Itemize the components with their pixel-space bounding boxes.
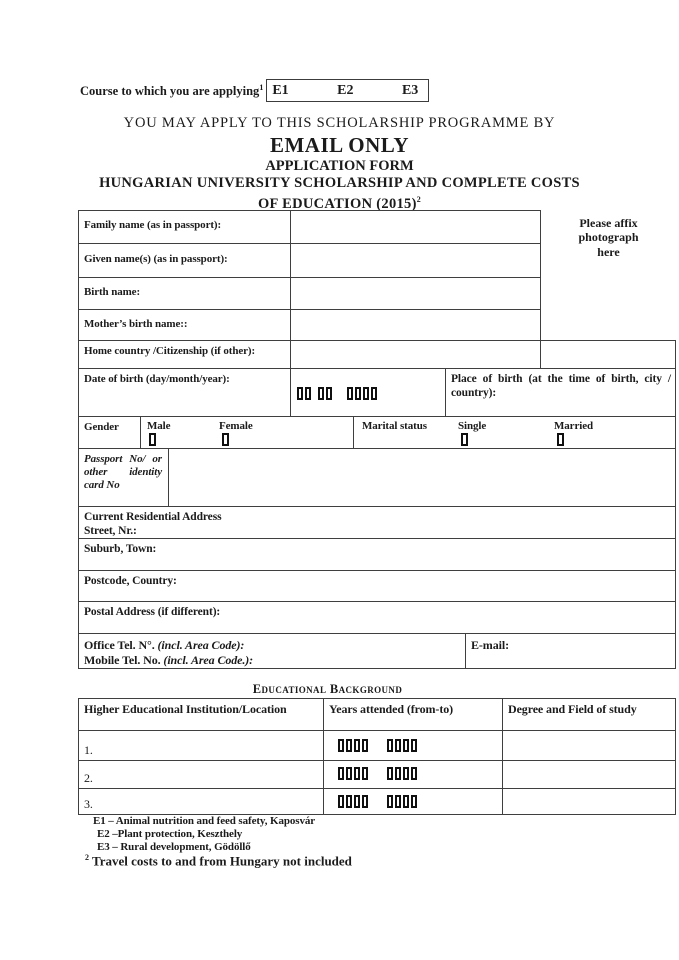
digit-box [346,739,352,752]
edu-row2-number[interactable]: 2. [78,760,323,788]
edu-col-years: Years attended (from-to) [323,698,502,730]
birth-name-label: Birth name: [78,277,290,309]
female-checkbox[interactable] [222,433,229,446]
digit-box-group [387,739,419,752]
edu-row1-number[interactable]: 1. [78,730,323,760]
street-label: Street, Nr.: [84,524,137,537]
digit-box [363,387,369,400]
edu-row1-years-boxes[interactable] [323,730,502,760]
digit-box [411,739,417,752]
photo-area [540,210,675,340]
digit-box [395,739,401,752]
digit-box [362,739,368,752]
footnote-e1: E1 – Animal nutrition and feed safety, Kaposvár [93,815,316,827]
digit-box [371,387,377,400]
digit-box [362,795,368,808]
given-names-label: Given name(s) (as in passport): [78,243,290,277]
programme-title-line1: HUNGARIAN UNIVERSITY SCHOLARSHIP AND COMPLETE COSTS [99,175,580,191]
digit-box [411,767,417,780]
digit-box-group [338,739,370,752]
family-name-input[interactable] [290,210,540,243]
email-only-title: EMAIL ONLY [269,133,409,157]
digit-box [403,767,409,780]
family-name-label: Family name (as in passport): [78,210,290,243]
phone-cell[interactable] [78,633,465,669]
digit-box [338,795,344,808]
male-checkbox[interactable] [149,433,156,446]
given-names-input[interactable] [290,243,540,277]
home-country-input[interactable] [290,340,540,368]
home-country-label: Home country /Citizenship (if other): [78,340,290,368]
edu-col-degree: Degree and Field of study [502,698,676,730]
married-checkbox[interactable] [557,433,564,446]
digit-box [395,795,401,808]
digit-box [326,387,332,400]
single-checkbox[interactable] [461,433,468,446]
digit-box [403,795,409,808]
footnote-travel-text: Travel costs to and from Hungary not included [92,853,352,869]
home-country-extra-input[interactable] [540,340,676,368]
course-label-text: Course to which you are applying [80,84,260,99]
digit-box [318,387,324,400]
digit-box [362,767,368,780]
postcode-cell[interactable] [78,570,676,601]
programme-footnote-ref: 2 [416,194,422,204]
digit-box [387,739,393,752]
edu-col-institution: Higher Educational Institution/Location [78,698,323,730]
office-tel-note: (incl. Area Code): [157,638,245,652]
passport-input[interactable] [168,448,676,506]
digit-box [395,767,401,780]
marital-status-cell [353,416,676,448]
digit-box [354,795,360,808]
digit-box-group [387,795,419,808]
digit-box [346,767,352,780]
gender-options-cell [140,416,353,448]
email-cell[interactable] [465,633,676,669]
marital-status-label: Marital status [362,420,427,432]
mobile-tel-note: (incl. Area Code.): [163,653,254,667]
edu-row2-years-boxes[interactable] [323,760,502,788]
male-label: Male [147,420,171,432]
digit-box [387,767,393,780]
digit-box [403,739,409,752]
footnote-e2: E2 –Plant protection, Keszthely [97,828,243,840]
current-address-label: Current Residential Address [84,511,222,523]
course-option-e1[interactable]: E1 [272,82,289,98]
edu-row3-years-boxes[interactable] [323,788,502,815]
digit-box [354,767,360,780]
digit-box-group [347,387,379,400]
postal-address-label: Postal Address (if different): [84,606,221,618]
apply-method-line: YOU MAY APPLY TO THIS SCHOLARSHIP PROGRAMME BY [123,115,556,131]
mobile-tel-label: Mobile Tel. No. [84,653,161,667]
suburb-label: Suburb, Town: [84,543,157,555]
application-form-title: APPLICATION FORM [265,158,414,174]
course-line [80,79,429,102]
education-table [78,698,676,815]
mothers-birth-name-input[interactable] [290,309,540,340]
digit-box-group [338,795,370,808]
mobile-tel-line [84,653,461,668]
title-block [0,114,679,212]
course-option-e2[interactable]: E2 [337,82,354,98]
suburb-cell[interactable] [78,538,676,570]
digit-box-group [297,387,313,400]
footnote-travel [85,853,352,869]
digit-box [338,739,344,752]
digit-box [354,739,360,752]
course-options-box [266,79,429,102]
course-label [80,79,263,99]
edu-row2-degree-input[interactable] [502,760,676,788]
photo-note: Please affix photograph here [578,216,639,259]
married-label: Married [554,420,594,432]
digit-box-group [318,387,334,400]
edu-row3-number[interactable]: 3. [78,788,323,815]
mothers-birth-name-label: Mother’s birth name:: [78,309,290,340]
female-label: Female [219,420,253,432]
digit-box [297,387,303,400]
personal-details-table [78,210,676,669]
place-of-birth-label: Place of birth (at the time of birth, city / country): [445,368,676,416]
current-address-cell[interactable] [78,506,676,538]
digit-box [346,795,352,808]
single-label: Single [458,420,487,432]
birth-name-input[interactable] [290,277,540,309]
digit-box [338,767,344,780]
education-section-title: Educational Background [252,682,403,696]
office-tel-line [84,638,461,653]
course-option-e3[interactable]: E3 [401,82,419,98]
office-tel-label: Office Tel. N°. [84,638,155,652]
date-of-birth-label: Date of birth (day/month/year): [78,368,290,416]
footnote-e3: E3 – Rural development, Gödöllő [97,841,251,853]
email-label: E-mail: [471,638,509,652]
edu-row3-degree-input[interactable] [502,788,676,815]
digit-box-group [338,767,370,780]
gender-label: Gender [78,416,140,448]
programme-title-line2-text: OF EDUCATION (2015) [257,195,417,212]
edu-row1-degree-input[interactable] [502,730,676,760]
programme-title-line2 [0,192,679,212]
digit-box [411,795,417,808]
footnote-travel-ref: 2 [85,853,89,862]
postal-address-cell[interactable] [78,601,676,633]
digit-box [305,387,311,400]
course-footnote-ref: 1 [259,83,264,92]
digit-box [387,795,393,808]
date-of-birth-boxes[interactable] [290,368,445,416]
digit-box-group [387,767,419,780]
passport-label: Passport No/ or other identity card No [78,448,168,506]
digit-box [355,387,361,400]
postcode-label: Postcode, Country: [84,575,177,587]
digit-box [347,387,353,400]
